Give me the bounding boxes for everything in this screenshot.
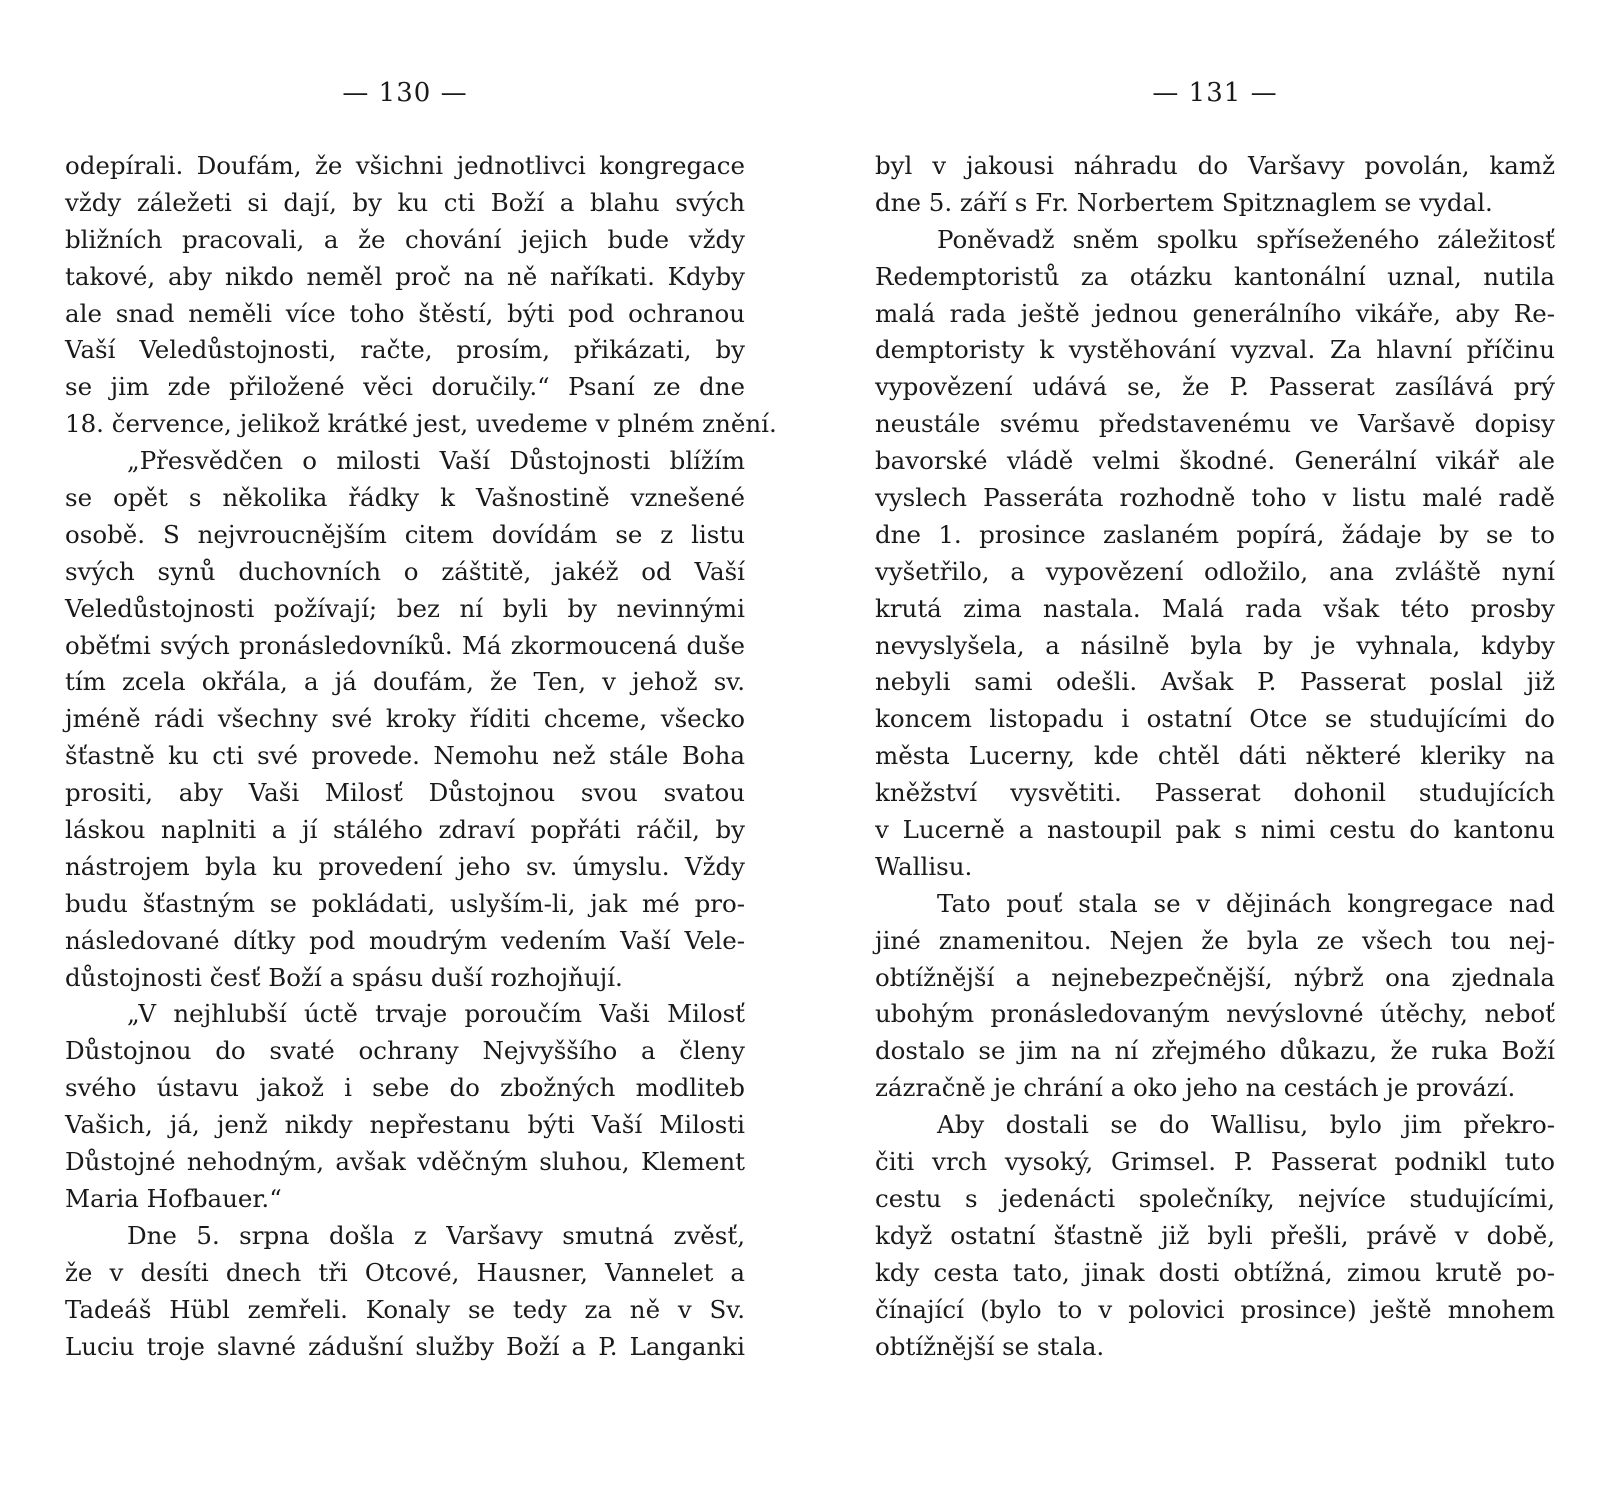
text-line: čínající (bylo to v polovici prosince) ještě mnohem: [875, 1294, 1555, 1324]
text-line: obtížnější se stala.: [875, 1331, 1105, 1361]
text-line: se jim zde přiložené věci doručily.“ Psaní ze dne: [65, 372, 745, 402]
text-line: vyšetřilo, a vypovězení odložilo, ana zvláště nyní: [875, 556, 1555, 586]
text-line: Aby dostali se do Wallisu, bylo jim překro-: [937, 1110, 1555, 1140]
text-line: prositi, aby Vaši Milosť Důstojnou svou svatou: [65, 778, 745, 808]
text-line: bavorské vládě velmi škodné. Generální vikář ale: [875, 446, 1555, 476]
text-line: tím zcela okřála, a já doufám, že Ten, v jehož sv.: [65, 667, 745, 697]
text-line: cestu s jedenácti společníky, nejvíce studujícími,: [875, 1183, 1555, 1213]
text-line: důstojnosti česť Boží a spásu duší rozhojňují.: [65, 962, 623, 992]
text-line: láskou naplniti a jí stálého zdraví popřáti ráčil, by: [65, 815, 745, 845]
text-line: kněžství vysvětiti. Passerat dohonil studujících: [875, 778, 1555, 808]
text-line: „Přesvědčen o milosti Vaší Důstojnosti blížím: [127, 446, 745, 476]
text-line: že v desíti dnech tři Otcové, Hausner, Vannelet a: [65, 1257, 745, 1287]
text-line: dne 1. prosince zaslaném popírá, žádaje by se to: [875, 519, 1555, 549]
text-line: Dne 5. srpna došla z Varšavy smutná zvěsť,: [127, 1220, 745, 1250]
text-line: Wallisu.: [875, 851, 973, 881]
text-line: demptoristy k vystěhování vyzval. Za hlavní příčinu: [875, 335, 1555, 365]
text-line: čiti vrch vysoký, Grimsel. P. Passerat podnikl tuto: [875, 1147, 1555, 1177]
page-number: — 131 —: [1152, 78, 1278, 108]
text-line: oběťmi svých pronásledovníků. Má zkormoucená duše: [65, 630, 745, 660]
text-line: svého ústavu jakož i sebe do zbožných modliteb: [65, 1073, 745, 1103]
text-line: Tato pouť stala se v dějinách kongregace nad: [937, 888, 1555, 918]
text-line: nástrojem byla ku provedení jeho sv. úmyslu. Vždy: [65, 851, 745, 881]
text-line: dostalo se jim na ní zřejmého důkazu, že ruka Boží: [875, 1036, 1555, 1066]
text-line: osobě. S nejvroucnějším citem dovídám se z listu: [65, 519, 745, 549]
right-page-text: [875, 148, 1555, 1365]
text-line: následované dítky pod moudrým vedením Vaší Vele-: [65, 925, 745, 955]
text-line: neustále svému představenému ve Varšavě dopisy: [875, 409, 1555, 439]
text-line: bližních pracovali, a že chování jejich bude vždy: [65, 224, 745, 254]
text-line: obtížnější a nejnebezpečnější, nýbrž ona zjednala: [875, 962, 1555, 992]
text-line: Důstojné nehodným, avšak vděčným sluhou, Klement: [65, 1147, 745, 1177]
text-line: takové, aby nikdo neměl proč na ně naříkati. Kdyby: [65, 261, 745, 291]
text-line: „V nejhlubší úctě trvaje poroučím Vaši Milosť: [127, 999, 745, 1029]
text-line: 18. července, jelikož krátké jest, uvedeme v plném znění.: [65, 409, 777, 439]
page-number: — 130 —: [342, 78, 468, 108]
text-line: vyslech Passeráta rozhodně toho v listu malé radě: [875, 483, 1555, 513]
text-line: Maria Hofbauer.“: [65, 1183, 282, 1213]
text-line: šťastně ku cti své provede. Nemohu než stále Boha: [65, 741, 745, 771]
text-line: budu šťastným se pokládati, uslyším-li, jak mé pro-: [65, 888, 745, 918]
text-line: když ostatní šťastně již byli přešli, právě v době,: [875, 1220, 1555, 1250]
text-line: zázračně je chrání a oko jeho na cestách je provází.: [875, 1073, 1516, 1103]
text-line: Důstojnou do svaté ochrany Nejvyššího a členy: [65, 1036, 745, 1066]
text-line: krutá zima nastala. Malá rada však této prosby: [875, 593, 1555, 623]
text-line: v Lucerně a nastoupil pak s nimi cestu do kantonu: [875, 815, 1555, 845]
text-line: byl v jakousi náhradu do Varšavy povolán, kamž: [875, 151, 1555, 180]
text-line: malá rada ještě jednou generálního vikáře, aby Re-: [875, 298, 1555, 328]
text-line: Veledůstojnosti požívají; bez ní byli by nevinnými: [65, 593, 745, 623]
text-line: odepírali. Doufám, že všichni jednotlivci kongregace: [65, 151, 745, 180]
text-line: vypovězení udává se, že P. Passerat zasílává prý: [875, 372, 1555, 402]
text-line: Vašich, já, jenž nikdy nepřestanu býti Vaší Milosti: [65, 1110, 745, 1140]
text-line: Vaší Veledůstojnosti, račte, prosím, přikázati, by: [65, 335, 745, 365]
text-line: koncem listopadu i ostatní Otce se studujícími do: [875, 704, 1555, 734]
text-line: vždy záležeti si dají, by ku cti Boží a blahu svých: [65, 187, 745, 217]
text-line: kdy cesta tato, jinak dosti obtížná, zimou krutě po-: [875, 1257, 1555, 1287]
text-line: města Lucerny, kde chtěl dáti některé kleriky na: [875, 741, 1555, 771]
text-line: dne 5. září s Fr. Norbertem Spitznaglem se vydal.: [875, 187, 1493, 217]
text-line: nebyli sami odešli. Avšak P. Passerat poslal již: [875, 667, 1555, 697]
text-line: se opět s několika řádky k Vašnostině vznešené: [65, 483, 745, 513]
text-line: ale snad neměli více toho štěstí, býti pod ochranou: [65, 298, 745, 328]
text-line: nevyslyšela, a násilně byla by je vyhnala, kdyby: [875, 630, 1555, 660]
text-line: Luciu troje slavné zádušní služby Boží a P. Langanki: [65, 1331, 745, 1361]
text-line: jiné znamenitou. Nejen že byla ze všech tou nej-: [875, 925, 1555, 955]
text-line: svých synů duchovních o záštitě, jakéž od Vaší: [65, 556, 745, 586]
text-line: ubohým pronásledovaným nevýslovné útěchy, neboť: [875, 999, 1555, 1029]
text-line: jméně rádi všechny své kroky říditi chceme, všecko: [65, 704, 745, 734]
text-line: Poněvadž sněm spolku spříseženého záležitosť: [937, 224, 1555, 254]
text-line: Tadeáš Hübl zemřeli. Konaly se tedy za ně v Sv.: [65, 1294, 745, 1324]
text-line: Redemptoristů za otázku kantonální uznal, nutila: [875, 261, 1555, 291]
left-page-text: [65, 148, 777, 1365]
